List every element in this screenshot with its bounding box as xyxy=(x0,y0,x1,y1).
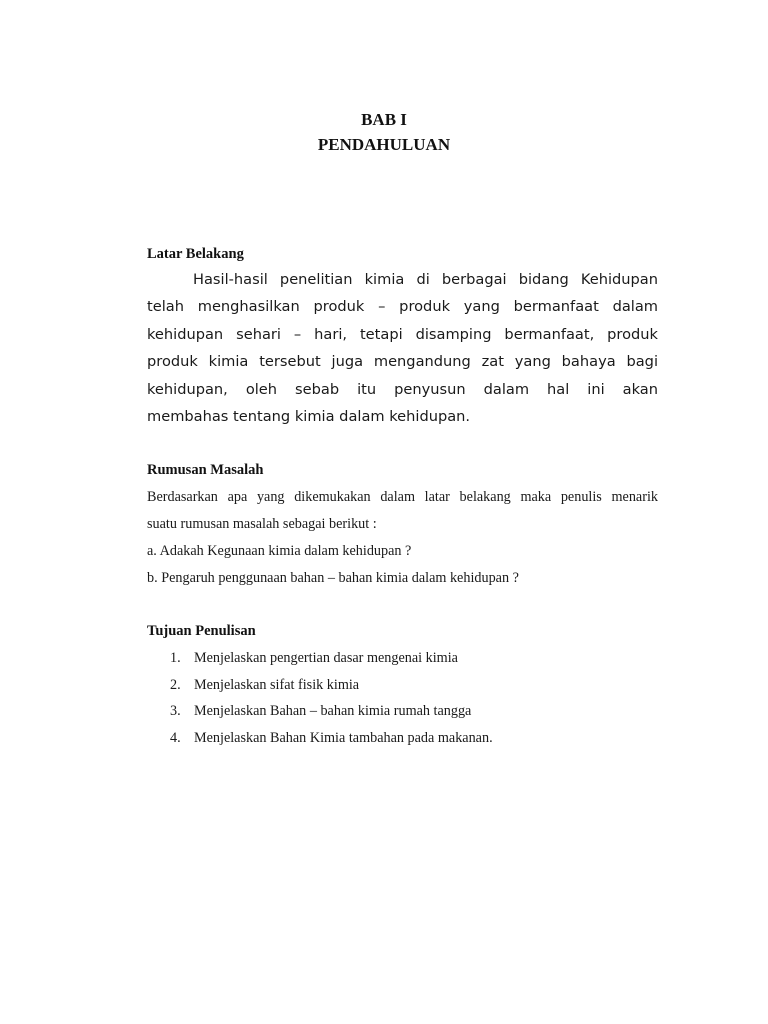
paragraph-line: Hasil-hasil penelitian kimia di berbagai bidang Kehidupan xyxy=(193,271,658,288)
paragraph-line: kehidupan, oleh sebab itu penyusun dalam hal ini akan xyxy=(147,380,658,398)
chapter-title: PENDAHULUAN xyxy=(317,135,451,154)
rumusan-intro-line: suatu rumusan masalah sebagai berikut : xyxy=(147,516,377,532)
rumusan-item-b: b. Pengaruh penggunaan bahan – bahan kimia dalam kehidupan ? xyxy=(147,570,519,586)
paragraph-line: telah menghasilkan produk – produk yang bermanfaat dalam xyxy=(147,298,658,316)
list-number: 2. xyxy=(170,677,181,693)
list-text: Menjelaskan Bahan – bahan kimia rumah tangga xyxy=(194,703,472,719)
section-heading-rumusan-masalah: Rumusan Masalah xyxy=(147,462,264,478)
rumusan-intro-line: Berdasarkan apa yang dikemukakan dalam latar belakang maka penulis menarik xyxy=(147,489,658,505)
rumusan-item-a: a. Adakah Kegunaan kimia dalam kehidupan ? xyxy=(147,543,412,559)
latar-belakang-paragraph xyxy=(147,266,658,430)
section-heading-latar-belakang: Latar Belakang xyxy=(147,246,244,262)
list-text: Menjelaskan pengertian dasar mengenai kimia xyxy=(194,650,458,666)
paragraph-line: kehidupan sehari – hari, tetapi disamping bermanfaat, produk xyxy=(147,325,658,343)
tujuan-item-1 xyxy=(170,650,458,667)
chapter-label: BAB I xyxy=(361,110,407,129)
list-text: Menjelaskan sifat fisik kimia xyxy=(194,677,360,693)
tujuan-item-2 xyxy=(170,677,359,694)
section-heading-tujuan-penulisan: Tujuan Penulisan xyxy=(147,623,256,639)
list-text: Menjelaskan Bahan Kimia tambahan pada makanan. xyxy=(194,730,493,746)
paragraph-line: membahas tentang kimia dalam kehidupan. xyxy=(147,407,471,425)
list-number: 3. xyxy=(170,703,181,719)
list-number: 1. xyxy=(170,650,181,666)
list-number: 4. xyxy=(170,730,181,746)
tujuan-item-3 xyxy=(170,703,471,720)
tujuan-item-4 xyxy=(170,730,493,747)
paragraph-line: produk kimia tersebut juga mengandung zat yang bahaya bagi xyxy=(147,353,658,371)
